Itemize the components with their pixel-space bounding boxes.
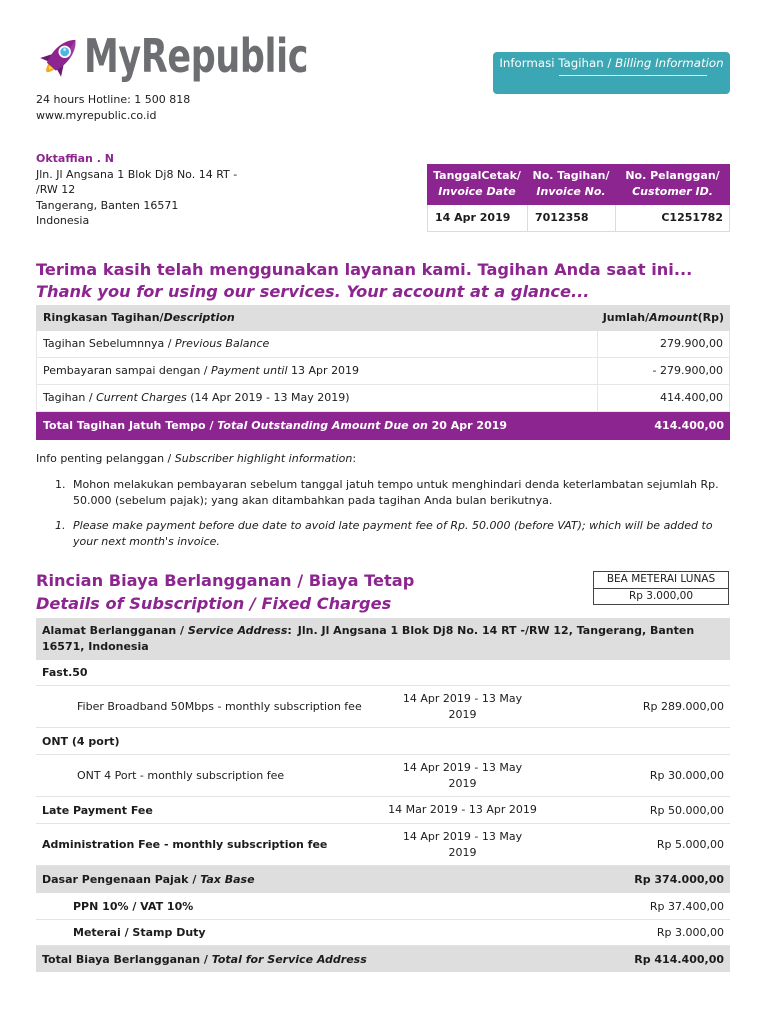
highlights-title bbox=[36, 451, 356, 467]
tax-base-label-en: Tax Base bbox=[200, 873, 255, 886]
summary-row-label-id: Pembayaran sampai dengan / bbox=[43, 364, 212, 377]
service-address-sep: : bbox=[287, 624, 292, 637]
customer-id-label-en: Customer ID. bbox=[632, 185, 713, 198]
highlight-text: Mohon melakukan pembayaran sebelum tanggal jatuh tempo untuk menghindari denda keterlambatan sejumlah Rp. 50.000 (sebelum pajak); yang akan ditambahkan pada tagihan Anda bulan berikutnya. bbox=[73, 478, 719, 507]
summary-amount-label-id: Jumlah/ bbox=[602, 311, 650, 324]
service-address-label-id: Alamat Berlangganan / bbox=[42, 624, 188, 637]
company-contact bbox=[36, 92, 190, 123]
summary-row-label-period: (14 Apr 2019 - 13 May 2019) bbox=[186, 391, 350, 404]
tax-base-row bbox=[36, 866, 730, 893]
charge-amount: Rp 5.000,00 bbox=[656, 838, 724, 851]
service-total-row bbox=[36, 946, 730, 972]
customer-id-header bbox=[615, 164, 730, 205]
service-plan-name: Fast.50 bbox=[42, 666, 88, 679]
charge-period-cell bbox=[385, 691, 540, 722]
charge-period: 14 Mar 2019 - 13 Apr 2019 bbox=[388, 803, 537, 817]
service-address-label-en: Service Address bbox=[187, 624, 288, 637]
summary-row-label-en: Current Charges bbox=[96, 391, 187, 404]
summary-description-label-en: Description bbox=[163, 311, 235, 324]
highlight-number: 1. bbox=[55, 478, 66, 491]
service-plan-row bbox=[36, 728, 730, 755]
website: www.myrepublic.co.id bbox=[36, 108, 157, 122]
summary-total-row bbox=[36, 412, 730, 440]
charge-amount: Rp 30.000,00 bbox=[649, 769, 724, 782]
summary-row-amount: - 279.900,00 bbox=[652, 364, 723, 377]
charge-period: 14 Apr 2019 - 13 May 2019 bbox=[402, 830, 523, 859]
summary-total-due-date: 20 Apr 2019 bbox=[427, 419, 508, 432]
summary-row-label-id: Tagihan Sebelumnnya / bbox=[43, 337, 175, 350]
summary-total-label-en: Total Outstanding Amount Due on bbox=[217, 419, 428, 432]
customer-block bbox=[36, 151, 251, 229]
stamp-duty-label: BEA METERAI LUNAS bbox=[606, 573, 716, 585]
highlight-item bbox=[36, 477, 736, 508]
customer-id-value: C1251782 bbox=[661, 211, 723, 224]
tax-amount: Rp 37.400,00 bbox=[649, 899, 724, 913]
summary-row-current-charges bbox=[36, 385, 730, 412]
tax-amount: Rp 3.000,00 bbox=[656, 926, 724, 939]
service-address-value: Jln. Jl Angsana 1 Blok Dj8 No. 14 RT -/RW 12, Tangerang, Banten 16571, Indonesia bbox=[42, 624, 695, 653]
billing-summary-table bbox=[36, 305, 730, 440]
summary-row-label bbox=[37, 358, 598, 384]
tax-base-amount: Rp 374.000,00 bbox=[634, 873, 724, 886]
highlights-title-sep: : bbox=[352, 452, 357, 465]
summary-amount-header bbox=[603, 305, 724, 331]
summary-row-label bbox=[37, 385, 598, 411]
charge-period-cell bbox=[385, 802, 540, 818]
summary-row-label-id: Tagihan / bbox=[43, 391, 97, 404]
tax-label: Meterai / Stamp Duty bbox=[73, 926, 206, 939]
invoice-date-label-id: TanggalCetak/ bbox=[433, 169, 521, 182]
summary-row-payment bbox=[36, 358, 730, 385]
charge-description: ONT 4 Port - monthly subscription fee bbox=[77, 769, 285, 782]
administration-fee-row bbox=[36, 824, 730, 866]
service-total-amount: Rp 414.400,00 bbox=[634, 952, 724, 966]
summary-row-previous-balance bbox=[36, 331, 730, 358]
highlights-list bbox=[36, 477, 736, 549]
charge-amount: Rp 289.000,00 bbox=[642, 700, 724, 713]
invoice-meta-values bbox=[427, 205, 730, 232]
tax-base-label-id: Dasar Pengenaan Pajak / bbox=[42, 873, 201, 886]
customer-address-line: /RW 12 bbox=[36, 183, 76, 197]
summary-row-label bbox=[37, 331, 598, 357]
invoice-number-value: 7012358 bbox=[528, 205, 616, 231]
charge-period: 14 Apr 2019 - 13 May 2019 bbox=[402, 761, 523, 790]
late-payment-fee-row bbox=[36, 797, 730, 824]
summary-row-amount: 279.900,00 bbox=[660, 337, 723, 350]
stamp-duty-amount: Rp 3.000,00 bbox=[594, 588, 728, 604]
customer-address-line: Tangerang, Banten 16571 bbox=[36, 198, 179, 212]
highlight-text: Please make payment before due date to avoid late payment fee of Rp. 50.000 (before VAT); which will be added to your next month's invoice. bbox=[73, 519, 713, 548]
summary-amount-unit: (Rp) bbox=[697, 311, 724, 324]
badge-underline bbox=[559, 75, 707, 76]
greeting-id: Terima kasih telah menggunakan layanan kami. Tagihan Anda saat ini... bbox=[36, 260, 693, 279]
tax-label: PPN 10% / VAT 10% bbox=[73, 899, 194, 913]
summary-row-label-date: 13 Apr 2019 bbox=[287, 364, 360, 377]
charge-period-cell bbox=[385, 760, 540, 791]
invoice-number-label-en: Invoice No. bbox=[536, 185, 606, 198]
service-plan-row bbox=[36, 660, 730, 686]
charge-row bbox=[36, 686, 730, 728]
billing-information-badge bbox=[493, 52, 730, 94]
brand-logo bbox=[36, 30, 326, 88]
hotline: 24 hours Hotline: 1 500 818 bbox=[36, 93, 191, 106]
charge-description: Administration Fee - monthly subscription fee bbox=[42, 838, 328, 851]
summary-total-amount: 414.400,00 bbox=[654, 419, 724, 432]
tax-base-label bbox=[36, 873, 385, 886]
badge-label-en: Billing Information bbox=[615, 56, 724, 70]
summary-total-label bbox=[43, 412, 507, 440]
customer-name: Oktaffian . N bbox=[36, 152, 114, 165]
badge-label bbox=[493, 55, 730, 71]
service-plan-name: ONT (4 port) bbox=[42, 734, 120, 748]
customer-address-line: Indonesia bbox=[36, 214, 90, 228]
charge-period: 14 Apr 2019 - 13 May 2019 bbox=[402, 692, 523, 721]
rocket-icon bbox=[36, 32, 84, 82]
details-title-en: Details of Subscription / Fixed Charges bbox=[36, 593, 392, 613]
greeting-en: Thank you for using our services. Your account at a glance... bbox=[36, 282, 590, 301]
invoice-meta-header bbox=[427, 164, 730, 205]
highlight-item bbox=[36, 518, 736, 549]
service-total-label-id: Total Biaya Berlangganan / bbox=[42, 952, 212, 966]
customer-address-line: Jln. Jl Angsana 1 Blok Dj8 No. 14 RT - bbox=[36, 167, 238, 181]
service-total-label bbox=[36, 953, 385, 966]
charge-row bbox=[36, 755, 730, 797]
invoice-date-label-en: Invoice Date bbox=[438, 185, 516, 198]
charge-description: Fiber Broadband 50Mbps - monthly subscription fee bbox=[77, 700, 362, 713]
highlight-number: 1. bbox=[55, 519, 66, 532]
highlights-title-id: Info penting pelanggan / bbox=[36, 452, 175, 465]
invoice-date-header bbox=[427, 164, 527, 205]
summary-header bbox=[36, 305, 730, 331]
summary-row-amount: 414.400,00 bbox=[660, 391, 723, 404]
subscription-details-table bbox=[36, 618, 730, 972]
summary-description-label-id: Ringkasan Tagihan/ bbox=[43, 311, 164, 324]
service-address-row bbox=[36, 618, 730, 660]
details-title bbox=[36, 570, 414, 615]
customer-id-label-id: No. Pelanggan/ bbox=[625, 169, 720, 182]
greeting bbox=[36, 259, 692, 303]
invoice-date-value: 14 Apr 2019 bbox=[428, 205, 528, 231]
highlights-title-en: Subscriber highlight information bbox=[174, 452, 353, 465]
summary-row-label-en: Payment until bbox=[211, 364, 288, 377]
invoice-number-label-id: No. Tagihan/ bbox=[532, 169, 610, 182]
summary-description-header bbox=[43, 305, 235, 331]
charge-description: Late Payment Fee bbox=[42, 803, 153, 817]
invoice-meta-table bbox=[427, 164, 730, 232]
service-total-label-en: Total for Service Address bbox=[211, 952, 367, 966]
summary-total-label-id: Total Tagihan Jatuh Tempo / bbox=[43, 419, 218, 432]
badge-label-id: Informasi Tagihan / bbox=[499, 56, 616, 70]
charge-period-cell bbox=[385, 829, 540, 860]
charge-amount: Rp 50.000,00 bbox=[649, 803, 724, 817]
details-title-id: Rincian Biaya Berlangganan / Biaya Tetap bbox=[36, 571, 415, 590]
summary-row-label-en: Previous Balance bbox=[175, 337, 270, 350]
summary-amount-label-en: Amount bbox=[649, 311, 698, 324]
stamp-duty-box bbox=[593, 571, 729, 605]
invoice-number-header bbox=[527, 164, 615, 205]
stamp-duty-row bbox=[36, 920, 730, 946]
brand-name: MyRepublic bbox=[84, 29, 309, 83]
vat-row bbox=[36, 893, 730, 920]
